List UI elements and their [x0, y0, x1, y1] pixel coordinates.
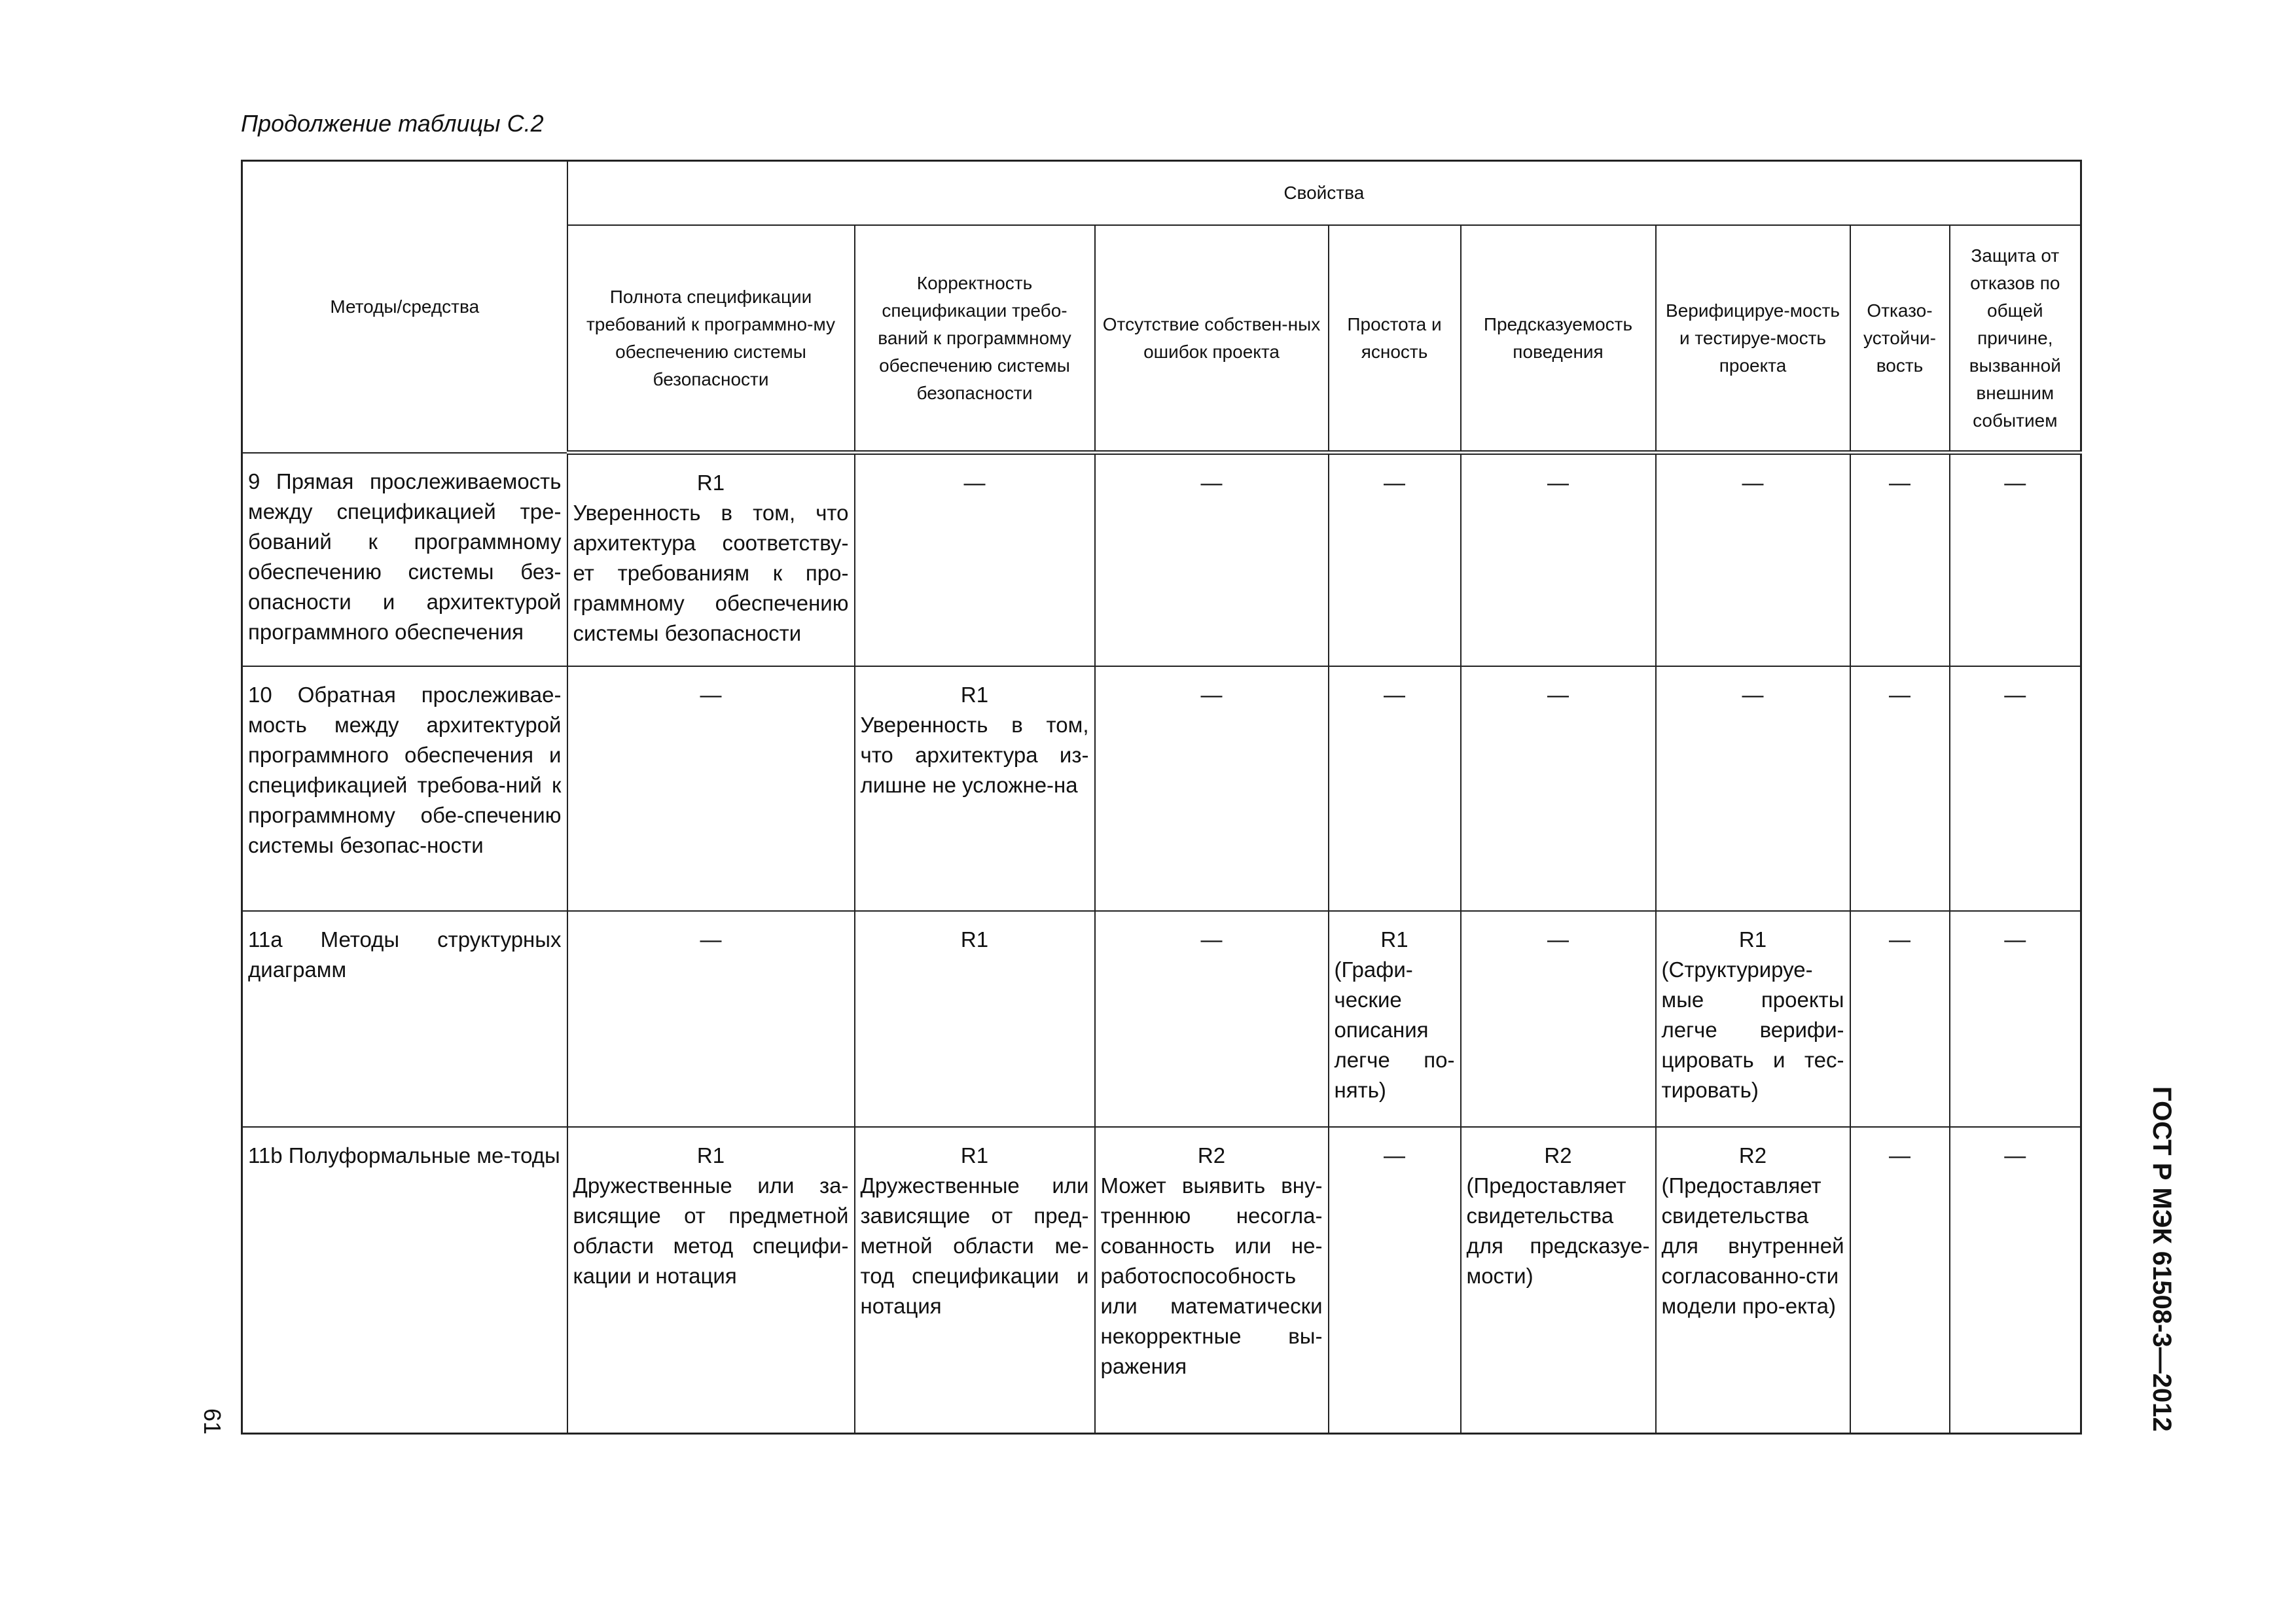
column-header: Предсказуемость поведения	[1461, 225, 1656, 453]
empty-cell: —	[1850, 453, 1950, 667]
rating-note: (Графи-ческие описания легче по-нять)	[1334, 957, 1455, 1102]
methods-column-header: Методы/средства	[242, 161, 567, 453]
column-header: Простота и ясность	[1329, 225, 1461, 453]
empty-cell: —	[855, 453, 1095, 667]
property-cell	[1461, 1127, 1656, 1434]
rating-note: Дружественные или за-висящие от предметной области метод специфи-кации и нотация	[573, 1173, 849, 1288]
rating-label: R1	[696, 471, 725, 495]
method-cell: 11b Полуформальные ме-тоды	[242, 1127, 567, 1434]
rating-note: Может выявить вну-треннюю несогла-сованность или не-работоспособность или математически некорректные вы-ражения	[1100, 1173, 1323, 1378]
empty-cell: —	[567, 911, 855, 1127]
property-cell	[1656, 911, 1850, 1127]
method-cell: 9 Прямая прослеживаемость между спецификацией тре-бований к программному обеспечению системы без-опасности и архитектурой программного обеспечения	[242, 453, 567, 667]
empty-cell: —	[1656, 666, 1850, 911]
method-cell: 11а Методы структурных диаграмм	[242, 911, 567, 1127]
empty-cell: —	[1850, 911, 1950, 1127]
rating-cell: R1	[855, 911, 1095, 1127]
property-cell	[1656, 1127, 1850, 1434]
empty-cell: —	[1656, 453, 1850, 667]
property-cell	[567, 1127, 855, 1434]
empty-cell: —	[1950, 453, 2081, 667]
property-cell	[567, 453, 855, 667]
rating-label: R1	[960, 683, 989, 707]
rating-label: R2	[1197, 1143, 1226, 1168]
rating-note: (Предоставляет свидетельства для внутренней согласованно-сти модели про-екта)	[1661, 1173, 1844, 1318]
rating-label: R2	[1544, 1143, 1572, 1168]
column-header: Защита от отказов по общей причине, вызванной внешним событием	[1950, 225, 2081, 453]
rating-label: R1	[960, 1143, 989, 1168]
column-header: Отказо-устойчи-вость	[1850, 225, 1950, 453]
table-row	[242, 911, 2081, 1127]
rating-note: Уверенность в том, что архитектура соответству-ет требованиям к про-граммному обеспечению системы безопасности	[573, 501, 849, 645]
column-header: Отсутствие собствен-ных ошибок проекта	[1095, 225, 1329, 453]
rating-label: R1	[696, 1143, 725, 1168]
page-number: 61	[199, 1408, 226, 1435]
rating-note: Уверенность в том, что архитектура из-лишне не усложне-на	[860, 713, 1089, 797]
rating-note: Дружественные или зависящие от пред-метной области ме-тод спецификации и нотация	[860, 1173, 1089, 1318]
table-caption: Продолжение таблицы С.2	[241, 110, 544, 137]
rating-label: R1	[1738, 927, 1767, 952]
empty-cell: —	[1461, 453, 1656, 667]
empty-cell: —	[1461, 666, 1656, 911]
column-header: Верифицируе-мость и тестируе-мость проекта	[1656, 225, 1850, 453]
document-standard-title: ГОСТ Р МЭК 61508-3—2012	[2147, 1086, 2176, 1432]
empty-cell: —	[1461, 911, 1656, 1127]
empty-cell: —	[1329, 1127, 1461, 1434]
property-cell	[855, 1127, 1095, 1434]
empty-cell: —	[567, 666, 855, 911]
rating-label: R2	[1738, 1143, 1767, 1168]
empty-cell: —	[1850, 666, 1950, 911]
empty-cell: —	[1095, 666, 1329, 911]
property-cell	[1329, 911, 1461, 1127]
property-cell	[855, 666, 1095, 911]
column-header: Полнота спецификации требований к программно-му обеспечению системы безопасности	[567, 225, 855, 453]
method-cell: 10 Обратная прослеживае-мость между архитектурой программного обеспечения и спецификацией требова-ний к программному обе-спечению системы безопас-ности	[242, 666, 567, 911]
rating-note: (Структурируе-мые проекты легче верифи-цировать и тес-тировать)	[1661, 957, 1844, 1102]
empty-cell: —	[1950, 1127, 2081, 1434]
property-cell	[1095, 1127, 1329, 1434]
rating-label: R1	[1380, 927, 1408, 952]
table-row	[242, 666, 2081, 911]
empty-cell: —	[1329, 666, 1461, 911]
column-header: Корректность спецификации требо-ваний к программному обеспечению системы безопасности	[855, 225, 1095, 453]
rating-note: (Предоставляет свидетельства для предсказуе-мости)	[1466, 1173, 1650, 1288]
properties-table	[241, 160, 2082, 1435]
empty-cell: —	[1850, 1127, 1950, 1434]
empty-cell: —	[1095, 453, 1329, 667]
empty-cell: —	[1095, 911, 1329, 1127]
empty-cell: —	[1950, 666, 2081, 911]
empty-cell: —	[1950, 911, 2081, 1127]
table-row	[242, 453, 2081, 667]
table-row	[242, 1127, 2081, 1434]
properties-group-header: Свойства	[567, 161, 2081, 226]
empty-cell: —	[1329, 453, 1461, 667]
